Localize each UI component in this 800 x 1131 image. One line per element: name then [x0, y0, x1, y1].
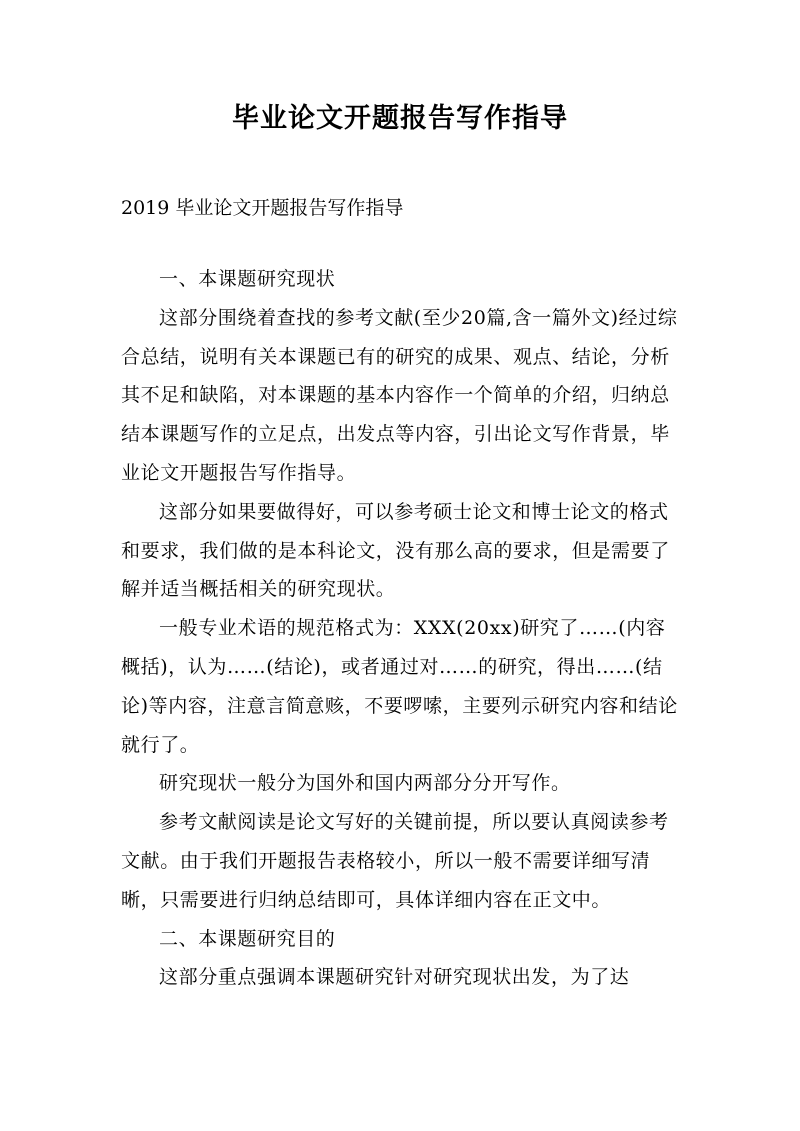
- document-subtitle: 2019 毕业论文开题报告写作指导: [121, 197, 404, 219]
- section-heading: 一、本课题研究现状: [159, 268, 336, 290]
- document-body: [121, 260, 681, 997]
- body-paragraph: 参考文献阅读是论文写好的关键前提，所以要认真阅读参考文献。由于我们开题报告表格较小，所以一般不需要详细写清晰，只需要进行归纳总结即可，具体详细内容在正文中。: [121, 811, 669, 911]
- body-paragraph: 这部分如果要做得好，可以参考硕士论文和博士论文的格式和要求，我们做的是本科论文，没有那么高的要求，但是需要了解并适当概括相关的研究现状。: [121, 500, 670, 601]
- document-title: 毕业论文开题报告写作指导: [232, 103, 568, 134]
- body-paragraph: 研究现状一般分为国外和国内两部分分开写作。: [159, 772, 571, 795]
- body-paragraph: 一般专业术语的规范格式为：XXX(20xx)研究了……(内容概括)，认为……(结论)，或者通过对……的研究，得出……(结论)等内容，注意言简意赅，不要啰嗦，主要列示研究内容和结论就行了。: [121, 617, 678, 756]
- body-paragraph: 这部分围绕着查找的参考文献(至少20篇,含一篇外文)经过综合总结，说明有关本课题已有的研究的成果、观点、结论，分析其不足和缺陷，对本课题的基本内容作一个简单的介绍，归纳总结本课题写作的立足点，出发点等内容，引出论文写作背景，毕业论文开题报告写作指导。: [121, 306, 678, 484]
- body-paragraph: 这部分重点强调本课题研究针对研究现状出发，为了达: [159, 966, 630, 989]
- section-heading: 二、本课题研究目的: [159, 927, 336, 950]
